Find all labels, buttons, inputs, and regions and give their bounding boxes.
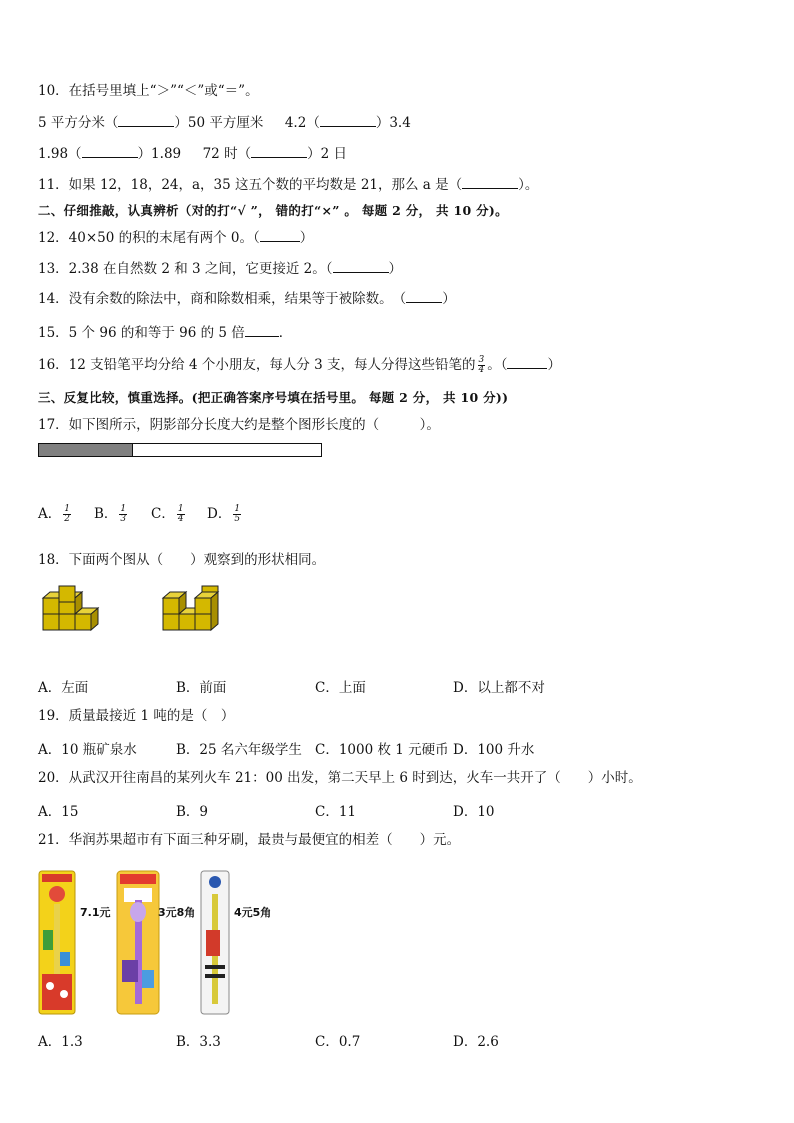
shaded-segment — [39, 444, 133, 456]
q19-option-c[interactable]: C．1000 枚 1 元硬币 — [315, 742, 449, 758]
q17-option-a[interactable]: A． $\frac{1}{2}$ — [38, 504, 70, 524]
answer-blank[interactable] — [507, 356, 547, 369]
q14-left: 14．没有余数的除法中，商和除数相乘，结果等于被除数。 （ — [38, 291, 407, 307]
q16-fraction: $\frac{3}{4}$ — [478, 355, 485, 375]
q12 — [38, 229, 313, 247]
answer-blank[interactable] — [260, 229, 300, 242]
q16-right: ） — [547, 357, 561, 373]
q17-option-c[interactable]: C． $\frac{1}{4}$ — [151, 504, 184, 524]
toothbrush-2-image — [116, 870, 160, 1015]
q20-option-c[interactable]: C．11 — [315, 804, 357, 820]
q10-row2-b-right: ）2 日 — [307, 146, 347, 162]
q20-option-a[interactable]: A．15 — [38, 804, 79, 820]
q10-row1-b-left: 4.2（ — [284, 115, 320, 131]
answer-blank[interactable] — [82, 145, 138, 158]
q16-mid: 。（ — [487, 357, 508, 373]
q19-stem: 19．质量最接近 1 吨的是（ ） — [38, 708, 235, 724]
answer-blank[interactable] — [118, 114, 174, 127]
q17-stem: 17．如下图所示，阴影部分长度大约是整个图形长度的（ ）。 — [38, 417, 440, 433]
q15-left: 15．5 个 96 的和等于 96 的 5 倍 — [38, 325, 245, 341]
q21-option-a[interactable]: A．1.3 — [38, 1034, 83, 1050]
q10-row2 — [38, 145, 347, 163]
q20-option-b[interactable]: B．9 — [176, 804, 209, 820]
q12-left: 12．40×50 的积的末尾有两个 0。（ — [38, 230, 260, 246]
q17-option-d[interactable]: D． $\frac{1}{5}$ — [207, 504, 241, 524]
q19-option-b[interactable]: B．25 名六年级学生 — [176, 742, 302, 758]
q10-row1-a-right: ）50 平方厘米 — [174, 115, 264, 131]
answer-blank[interactable] — [245, 324, 279, 337]
cube-figure-1 — [40, 585, 104, 633]
q18-option-c[interactable]: C．上面 — [315, 680, 366, 696]
q13-right: ） — [388, 261, 403, 277]
q11-right: ）。 — [518, 177, 539, 193]
q14 — [38, 290, 456, 308]
q21-option-b[interactable]: B．3.3 — [176, 1034, 221, 1050]
q21-option-c[interactable]: C．0.7 — [315, 1034, 361, 1050]
answer-blank[interactable] — [406, 290, 442, 303]
q13 — [38, 260, 402, 278]
q10-row2-a-right: ）1.89 — [137, 146, 182, 162]
q21-stem: 21．华润苏果超市有下面三种牙刷，最贵与最便宜的相差（ ）元。 — [38, 832, 461, 848]
q16 — [38, 356, 561, 375]
price-label-1: 7.1元 — [80, 906, 111, 919]
q18-option-a[interactable]: A．左面 — [38, 680, 89, 696]
q20-stem: 20．从武汉开往南昌的某列火车 21：00 出发，第二天早上 6 时到达，火车一共开了（ ）小时。 — [38, 770, 642, 786]
section3-heading: 三、反复比较，慎重选择。(把正确答案序号填在括号里。 每题 2 分， 共 10 分)) — [38, 390, 509, 405]
q11 — [38, 176, 538, 194]
q18-option-b[interactable]: B．前面 — [176, 680, 227, 696]
q12-right: ） — [299, 230, 314, 246]
q10-row1 — [38, 114, 411, 132]
segment-bar — [38, 443, 322, 457]
q10-row2-b-left: 72 时（ — [202, 146, 252, 162]
q10-row1-b-right: ）3.4 — [375, 115, 411, 131]
q15 — [38, 324, 292, 342]
cube-figure-2 — [160, 585, 226, 633]
q13-left: 13．2.38 在自然数 2 和 3 之间，它更接近 2。（ — [38, 261, 333, 277]
q20-option-d[interactable]: D．10 — [453, 804, 495, 820]
q15-right: ． — [278, 325, 293, 341]
answer-blank[interactable] — [320, 114, 376, 127]
q19-option-a[interactable]: A．10 瓶矿泉水 — [38, 742, 137, 758]
answer-blank[interactable] — [462, 176, 518, 189]
q19-option-d[interactable]: D．100 升水 — [453, 742, 535, 758]
q11-left: 11．如果 12，18，24，a，35 这五个数的平均数是 21，那么 a 是（ — [38, 177, 463, 193]
answer-blank[interactable] — [333, 260, 389, 273]
toothbrush-3-image — [200, 870, 230, 1015]
q10-row1-a-left: 5 平方分米（ — [38, 115, 119, 131]
section2-heading: 二、仔细推敲，认真辨析（对的打“√ ”， 错的打“×” 。 每题 2 分， 共 10 分)。 — [38, 203, 508, 218]
q10-row2-a-left: 1.98（ — [38, 146, 82, 162]
q17-option-b[interactable]: B． $\frac{1}{3}$ — [94, 504, 127, 524]
q18-option-d[interactable]: D．以上都不对 — [453, 680, 545, 696]
q18-stem: 18．下面两个图从（ ）观察到的形状相同。 — [38, 552, 326, 568]
q16-left: 16．12 支铅笔平均分给 4 个小朋友，每人分 3 支，每人分得这些铅笔的 — [38, 357, 476, 373]
toothbrush-1-image — [38, 870, 76, 1015]
q14-right: ） — [442, 291, 456, 307]
answer-blank[interactable] — [251, 145, 307, 158]
price-label-3: 4元5角 — [234, 906, 272, 919]
price-label-2: 3元8角 — [158, 906, 196, 919]
q21-option-d[interactable]: D．2.6 — [453, 1034, 499, 1050]
q10-stem: 10．在括号里填上“＞”“＜”或“＝”。 — [38, 83, 259, 99]
